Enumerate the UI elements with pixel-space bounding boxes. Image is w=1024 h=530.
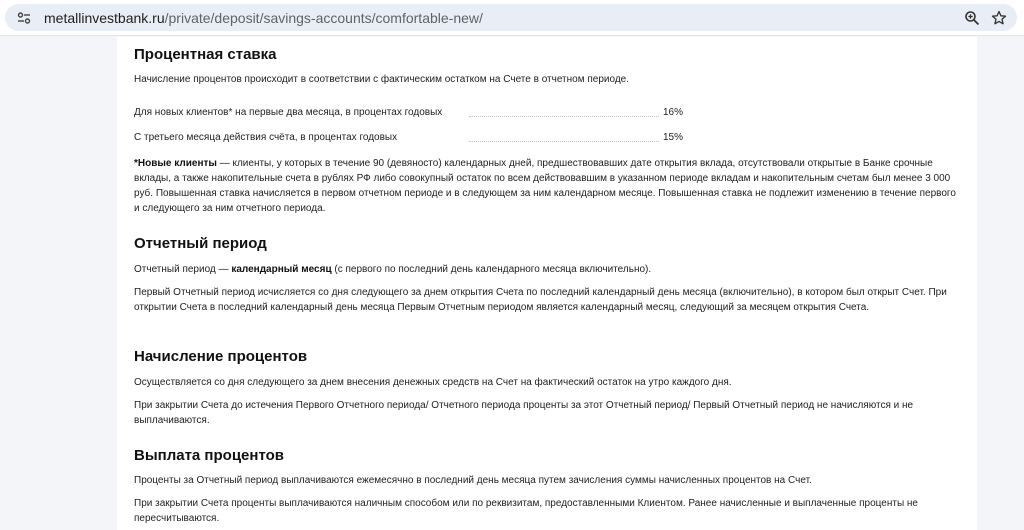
- url-path: /private/deposit/savings-accounts/comfortable-new/: [164, 10, 483, 26]
- payout-closing-text: При закрытии Счета проценты выплачиваются наличным способом или по реквизитам, предоставленными Клиентом. Ранее начисленные и выплаченные проценты не пересчитываются.: [134, 498, 918, 524]
- payout-heading: Выплата процентов: [134, 447, 284, 464]
- interest-rate-heading: Процентная ставка: [134, 46, 277, 63]
- new-clients-footnote: [134, 156, 959, 216]
- reporting-period-definition: [134, 262, 959, 277]
- rate-row-third-month: [134, 130, 694, 146]
- url-host: metallinvestbank.ru: [44, 10, 165, 26]
- accrual-heading: Начисление процентов: [134, 348, 308, 365]
- browser-toolbar: [0, 0, 1024, 36]
- payout-text: Проценты за Отчетный период выплачиваются ежемесячно в последний день месяца путем зачисления суммы начисленных процентов на Счет.: [134, 475, 812, 486]
- zoom-icon[interactable]: [963, 9, 981, 27]
- tune-icon[interactable]: [16, 10, 32, 26]
- star-icon[interactable]: [990, 9, 1008, 27]
- url-text[interactable]: [44, 10, 483, 26]
- address-bar[interactable]: [5, 4, 1017, 31]
- footnote-term: *Новые клиенты: [134, 158, 217, 169]
- footnote-text: — клиенты, у которых в течение 90 (девяносто) календарных дней, предшествовавших дате открытия вклада, отсутствовали открытые в Банке срочные вклады, а также накопительные счета в рублях РФ либо совокупный остаток по всем действовавшим в указанном периоде вкладам и накопительным счетам был менее 3 000 руб. Повышенная ставка начисляется в первом отчетном периоде и в следующем за ним календарном месяце. Повышенная ставка не подлежит изменению в течение первого и следующего за ним отчетного периода.: [134, 158, 956, 214]
- accrual-closing-text: При закрытии Счета до истечения Первого Отчетного периода/ Отчетного периода проценты за этот Отчетный период/ Первый Отчетный период не начисляются и не выплачиваются.: [134, 400, 914, 426]
- interest-rate-intro: Начисление процентов происходит в соответствии с фактическим остатком на Счете в отчетном периоде.: [134, 74, 630, 85]
- first-reporting-period-text: Первый Отчетный период исчисляется со дня следующего за днем открытия Счета по последний календарный день месяца (включительно), в котором был открыт Счет. При открытии Счета в последний календарный день месяца Первым Отчетным периодом является календарный месяц, следующий за месяцем открытия Счета.: [134, 287, 947, 313]
- accrual-text: Осуществляется со дня следующего за днем внесения денежных средств на Счет на фактический остаток на утро каждого дня.: [134, 377, 732, 388]
- rate-row-new-clients: [134, 105, 694, 121]
- dotted-leader: [469, 141, 659, 142]
- rate-value: 15%: [663, 132, 684, 143]
- rate-label: Для новых клиентов* на первые два месяца, в процентах годовых: [134, 107, 443, 118]
- definition-bold: календарный месяц: [231, 264, 332, 275]
- definition-prefix: Отчетный период —: [134, 264, 232, 275]
- rate-value: 16%: [663, 107, 684, 118]
- reporting-period-heading: Отчетный период: [134, 235, 267, 252]
- rate-label: С третьего месяца действия счёта, в процентах годовых: [134, 132, 398, 143]
- dotted-leader: [469, 116, 659, 117]
- definition-suffix: (с первого по последний день календарного месяца включительно).: [331, 264, 652, 275]
